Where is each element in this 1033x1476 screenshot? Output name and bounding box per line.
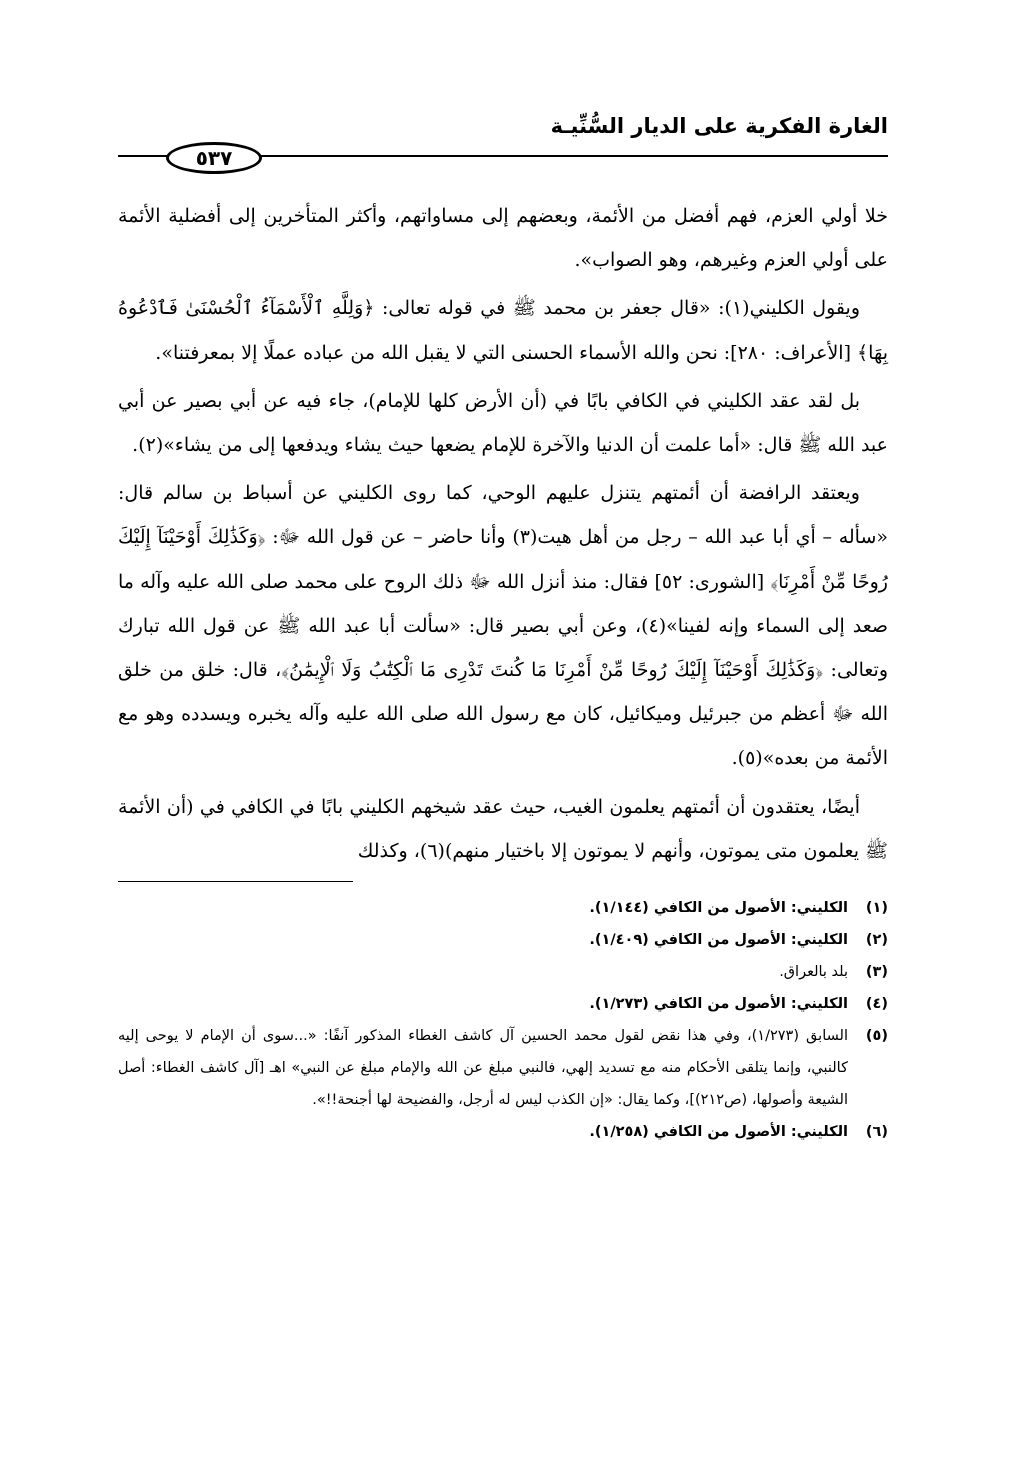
- footnote-6: [118, 1116, 888, 1148]
- page-header: [118, 108, 888, 170]
- footnote-5: [118, 1020, 888, 1116]
- footnote-number: (٢): [865, 932, 888, 949]
- footnote-number: (٥): [865, 1028, 888, 1045]
- paragraph-5: أيضًا، يعتقدون أن أئمتهم يعلمون الغيب، حيث عقد شيخهم الكليني بابًا في الكافي في (أن الأئمة ﷺ يعلمون متى يموتون، وأنهم لا يموتون إلا باختيار منهم)(٦)، وكذلك: [118, 795, 888, 862]
- paragraph-4: ويعتقد الرافضة أن أئمتهم يتنزل عليهم الوحي، كما روى الكليني عن أسباط بن سالم قال: «سأله – أي أبا عبد الله – رجل من أهل هيت(٣) وأنا حاضر – عن قول الله ﷻ: ﴿وَكَذَٰلِكَ أَوْحَيْنَآ إِلَيْكَ رُوحًا مِّنْ أَمْرِنَا﴾ [الشورى: ٥٢] فقال: منذ أنزل الله ﷻ ذلك الروح على محمد صلى الله عليه وآله ما صعد إلى السماء وإنه لفينا»(٤)، وعن أبي بصير قال: «سألت أبا عبد الله ﷺ عن قول الله تبارك وتعالى: ﴿وَكَذَٰلِكَ أَوْحَيْنَآ إِلَيْكَ رُوحًا مِّنْ أَمْرِنَا مَا كُنتَ تَدْرِى مَا ٱلْكِتَٰبُ وَلَا ٱلْإِيمَٰنُ﴾، قال: خلق من خلق الله ﷻ أعظم من جبرئيل وميكائيل، كان مع رسول الله صلى الله عليه وآله يخبره ويسدده وهو مع الأئمة من بعده»(٥).: [118, 482, 889, 770]
- footnote-4: [118, 988, 888, 1020]
- main-text: [118, 194, 888, 873]
- footnote-text: الكليني: الأصول من الكافي (١/٢٥٨).: [589, 1124, 848, 1141]
- footnote-text: الكليني: الأصول من الكافي (١/٤٠٩).: [589, 932, 848, 949]
- footnote-text: السابق (١/٢٧٣)، وفي هذا نقض لقول محمد الحسين آل كاشف الغطاء المذكور آنفًا: «...سوى أن الإمام لا يوحى إليه كالنبي، وإنما يتلقى الأحكام منه مع تسديد إلهي، فالنبي مبلغ عن الله والإمام مبلغ عن النبي» اهـ [آل كاشف الغطاء: أصل الشيعة وأصولها، (ص٢١٢)]، وكما يقال: «إن الكذب ليس له أرجل، والفضيحة لها أجنحة!!».: [118, 1028, 848, 1109]
- footnote-number: (٦): [865, 1124, 888, 1141]
- page-number-badge: ٥٣٧: [166, 142, 262, 174]
- footnote-text: الكليني: الأصول من الكافي (١/٢٧٣).: [589, 996, 848, 1013]
- paragraph-1: خلا أولي العزم، فهم أفضل من الأئمة، وبعضهم إلى مساواتهم، وأكثر المتأخرين إلى أفضلية الأئمة على أولي العزم وغيرهم، وهو الصواب».: [118, 205, 888, 272]
- paragraph-2: ويقول الكليني(١): «قال جعفر بن محمد ﷺ في قوله تعالى: ﴿وَلِلَّهِ ٱلْأَسْمَآءُ ٱلْحُسْنَىٰ فَٱدْعُوهُ بِهَا﴾ [الأعراف: ٢٨٠]: نحن والله الأسماء الحسنى التي لا يقبل الله من عباده عملًا إلا بمعرفتنا».: [118, 297, 888, 364]
- footnote-number: (٤): [865, 996, 888, 1013]
- footnote-text: بلد بالعراق.: [779, 964, 848, 981]
- paragraph-3: بل لقد عقد الكليني في الكافي بابًا في (أن الأرض كلها للإمام)، جاء فيه عن أبي بصير عن أبي عبد الله ﷺ قال: «أما علمت أن الدنيا والآخرة للإمام يضعها حيث يشاء ويدفعها إلى من يشاء»(٢).: [118, 389, 888, 457]
- footnote-3: [118, 956, 888, 988]
- footnote-number: (١): [865, 900, 888, 917]
- footnotes: [118, 892, 888, 1148]
- book-page: [118, 108, 888, 1368]
- running-title: الغارة الفكرية على الديار السُّنِّيـة: [550, 114, 888, 138]
- footnote-1: [118, 892, 888, 924]
- footnote-text: الكليني: الأصول من الكافي (١/١٤٤).: [589, 900, 848, 917]
- footnote-separator: [118, 881, 353, 882]
- footnote-2: [118, 924, 888, 956]
- footnote-number: (٣): [865, 964, 888, 981]
